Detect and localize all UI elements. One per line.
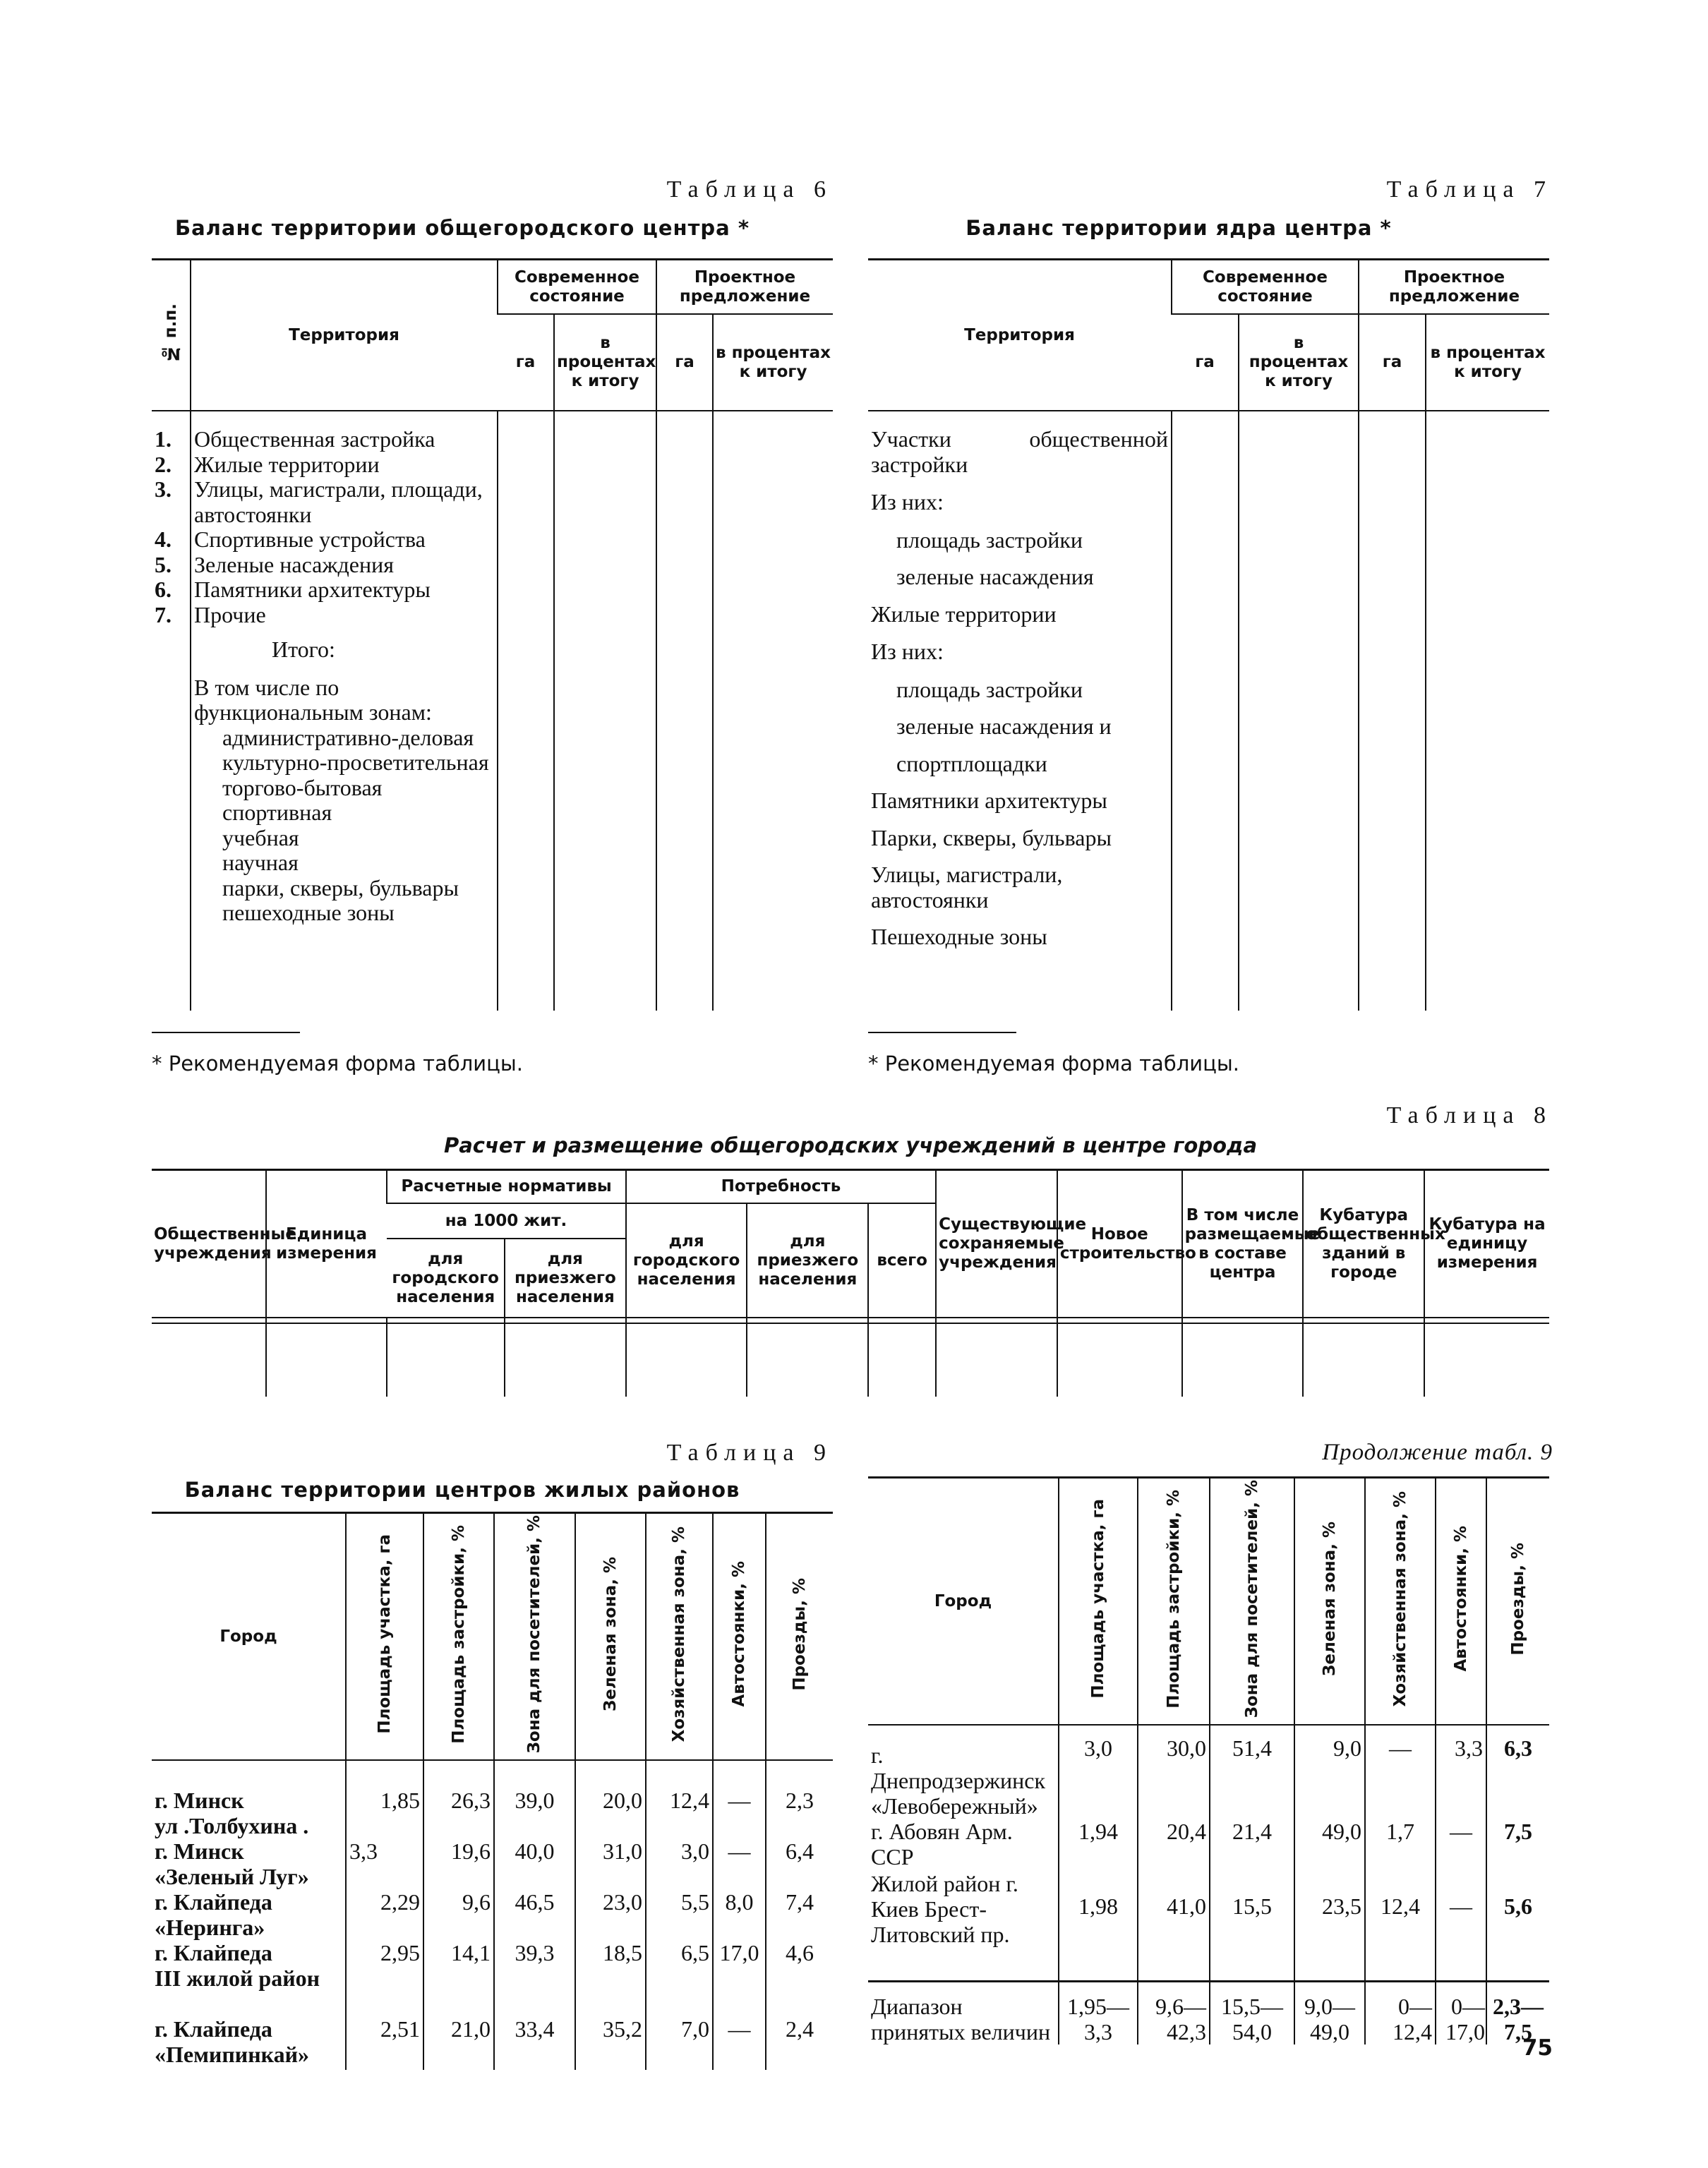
table7-row: Парки, скверы, бульвары <box>871 824 1112 850</box>
table7-territory-cell <box>868 411 1172 1011</box>
table-row <box>868 1981 1549 2044</box>
table9-cont-value-cell: 9,0 <box>1294 1725 1365 1819</box>
table6-empty-cell <box>498 411 554 1011</box>
table8-norm-visit-header: для приезжего населения <box>505 1239 626 1318</box>
table7-empty-cell <box>1239 411 1359 1011</box>
table9-area-header: Площадь участка, га <box>346 1514 423 1760</box>
table7-pct-header: в процентах к итогу <box>1426 314 1549 411</box>
table9-value-cell: 2,3 <box>766 1760 833 1838</box>
table9-drives-header: Проезды, % <box>766 1514 833 1760</box>
table9-city-cell: г. Клайпеда III жилой район <box>155 1940 320 1992</box>
table9-value-cell: 26,3 <box>423 1760 494 1838</box>
table9-value-cell: 2,95 <box>346 1940 423 2016</box>
table9-cont-drives-header: Проезды, % <box>1486 1479 1549 1725</box>
table9-cont-value-cell: 6,3 <box>1486 1725 1549 1819</box>
table7-pct-header: в процентах к итогу <box>1239 314 1359 411</box>
table9-value-cell: 9,6 <box>423 1889 494 1940</box>
table9-value-cell: 19,6 <box>423 1838 494 1889</box>
table6-ha-header: га <box>656 314 713 411</box>
table9-cont-value-cell: 20,4 <box>1138 1819 1210 1871</box>
table9-value-cell: 39,0 <box>494 1760 575 1838</box>
table9-cont-range-cell: 15,5— 54,0 <box>1210 1981 1294 2044</box>
table9-parking-header: Автостоянки, % <box>713 1514 766 1760</box>
table6-pct-header: в процентах к итогу <box>713 314 833 411</box>
table9-cont-area-header: Площадь участка, га <box>1059 1479 1138 1725</box>
table6-empty-cell <box>554 411 656 1011</box>
table8-title: Расчет и размещение общегородских учреждений в центре города <box>443 1133 1258 1157</box>
table9-city-cell: г. Клайпеда «Пемипинкай» <box>155 2016 310 2068</box>
table8-need-city-header: для городского населения <box>626 1203 747 1318</box>
table9-cont-value-cell: 21,4 <box>1210 1819 1294 1871</box>
table9-value-cell: 23,0 <box>575 1889 646 1940</box>
table9-cont-value-cell: 1,98 <box>1059 1871 1138 1981</box>
table9-value-cell: 2,29 <box>346 1889 423 1940</box>
table6-empty-cell <box>713 411 833 1011</box>
table9-city-cell: г. Минск ул .Толбухина . <box>155 1788 309 1839</box>
table9-value-cell: 21,0 <box>423 2016 494 2070</box>
table9-value-cell: 1,85 <box>346 1760 423 1838</box>
table9-cont-value-cell: 51,4 <box>1210 1725 1294 1819</box>
table6-territory-header: Территория <box>191 260 498 411</box>
table8-empty-cell <box>1424 1318 1549 1397</box>
table6-empty-cell <box>656 411 713 1011</box>
table9-caption: Таблица 9 <box>666 1440 833 1466</box>
page-number: 75 <box>1522 2035 1553 2061</box>
table9-value-cell: 18,5 <box>575 1940 646 2016</box>
table7-row: спортплощадки <box>896 750 1047 776</box>
table7-footnote: * Рекомендуемая форма таблицы. <box>868 1052 1239 1076</box>
table9-cont-value-cell: 30,0 <box>1138 1725 1210 1819</box>
table7-empty-cell <box>1426 411 1549 1011</box>
table9-cont-value-cell: 1,94 <box>1059 1819 1138 1871</box>
table9-value-cell: 5,5 <box>646 1889 713 1940</box>
table7-row: Улицы, магистрали, автостоянки <box>871 862 1063 913</box>
table9-cont-range-cell: 9,6— 42,3 <box>1138 1981 1210 2044</box>
table9-value-cell: 33,4 <box>494 2016 575 2070</box>
table6-footnote: * Рекомендуемая форма таблицы. <box>152 1052 523 1076</box>
table8-institutions-header: Общественные учреждения <box>152 1171 266 1318</box>
table7-footnote-rule <box>868 1032 1016 1033</box>
table9-city-cell: г. Клайпеда «Неринга» <box>155 1889 272 1941</box>
table9-value-cell: 8,0 <box>713 1889 766 1940</box>
table7-row: Памятники архитектуры <box>871 788 1107 813</box>
table8-empty-cell <box>1057 1318 1182 1397</box>
table6-project-header: Проектное предложение <box>656 260 833 314</box>
table9-cont-caption: Продолжение табл. 9 <box>1322 1440 1553 1465</box>
table9-cont-value-cell: — <box>1365 1725 1436 1819</box>
table6-zones: административно-деловая культурно-просветительная торгово-бытовая спортивная учебная научная парки, скверы, бульвары пешеходные зоны <box>222 724 489 925</box>
table8-norm-city-header: для городского населения <box>387 1239 505 1318</box>
table8-header-rule <box>152 1323 1549 1324</box>
table8-volume-unit-header: Кубатура на единицу измерения <box>1424 1171 1549 1318</box>
table7-row: Участки общественной застройки <box>871 426 1168 477</box>
table9-cont-value-cell: 1,7 <box>1365 1819 1436 1871</box>
table6-num-header: № п.п. <box>152 260 191 411</box>
table7-empty-cell <box>1172 411 1239 1011</box>
table7 <box>868 260 1549 1011</box>
table9-cont-city-header: Город <box>868 1479 1059 1725</box>
table9-value-cell: 12,4 <box>646 1760 713 1838</box>
table9-cont-value-cell: 7,5 <box>1486 1819 1549 1871</box>
table9-cont-green-header: Зеленая зона, % <box>1294 1479 1365 1725</box>
table9 <box>152 1514 833 2070</box>
table8-new-header: Новое строительство <box>1057 1171 1182 1318</box>
table9-cont-parking-header: Автостоянки, % <box>1436 1479 1486 1725</box>
table7-current-header: Современное состояние <box>1172 260 1359 314</box>
table9-value-cell: 6,5 <box>646 1940 713 2016</box>
table6-row-numbers: 1. 2. 3. 4. 5. 6. 7. <box>155 426 172 627</box>
table6-pct-header: в процентах к итогу <box>554 314 656 411</box>
table-row <box>152 1760 833 1838</box>
table9-cont-city-cell: г. Абовян Арм. ССР <box>871 1819 1013 1870</box>
table6-footnote-rule <box>152 1032 300 1033</box>
table9-cont-value-cell: 15,5 <box>1210 1871 1294 1981</box>
table7-territory-header: Территория <box>868 260 1172 411</box>
table9-cont-range-cell: 1,95— 3,3 <box>1059 1981 1138 2044</box>
table8-need-header: Потребность <box>626 1171 936 1203</box>
table9-cont-city-cell: г. Днепродзержинск «Левобережный» <box>871 1742 1045 1819</box>
table9-title: Баланс территории центров жилых районов <box>184 1478 740 1502</box>
table7-ha-header: га <box>1359 314 1426 411</box>
table9-value-cell: 46,5 <box>494 1889 575 1940</box>
table8-empty-cell <box>747 1318 868 1397</box>
table8-empty-cell <box>152 1318 266 1397</box>
table9-value-cell: 17,0 <box>713 1940 766 2016</box>
table7-ha-header: га <box>1172 314 1239 411</box>
table9-value-cell: 7,0 <box>646 2016 713 2070</box>
table9-cont-built-header: Площадь застройки, % <box>1138 1479 1210 1725</box>
table8-empty-cell <box>266 1318 387 1397</box>
table7-row: зеленые насаждения <box>896 564 1094 589</box>
table6-total: Итого: <box>272 637 335 662</box>
table9-cont <box>868 1479 1549 2044</box>
table9-cont-value-cell: 12,4 <box>1365 1871 1436 1981</box>
table9-built-header: Площадь застройки, % <box>423 1514 494 1760</box>
table9-value-cell: 14,1 <box>423 1940 494 2016</box>
table9-cont-range-cell: 2,3— 7,5 <box>1486 1981 1549 2044</box>
table8-empty-cell <box>868 1318 936 1397</box>
table9-value-cell: 35,2 <box>575 2016 646 2070</box>
table8-total-header: всего <box>868 1203 936 1318</box>
table8-need-visit-header: для приезжего населения <box>747 1203 868 1318</box>
table9-value-cell: 4,6 <box>766 1940 833 2016</box>
table7-row: Из них: <box>871 639 944 664</box>
table-row <box>868 1819 1549 1871</box>
table6-caption: Таблица 6 <box>666 176 833 203</box>
table-row <box>152 1940 833 2016</box>
table6-territory-cell <box>191 411 498 1011</box>
table9-cont-value-cell: 3,3 <box>1436 1725 1486 1819</box>
table9-cont-value-cell: 3,0 <box>1059 1725 1138 1819</box>
table9-cont-range-cell: 0— 12,4 <box>1365 1981 1436 2044</box>
table9-cont-value-cell: 23,5 <box>1294 1871 1365 1981</box>
table7-project-header: Проектное предложение <box>1359 260 1549 314</box>
table9-value-cell: 39,3 <box>494 1940 575 2016</box>
table7-row: площадь застройки <box>896 526 1083 553</box>
table8-unit-header: Единица измерения <box>266 1171 387 1318</box>
table9-value-cell: 20,0 <box>575 1760 646 1838</box>
table7-caption: Таблица 7 <box>1386 176 1553 203</box>
table7-row: Из них: <box>871 489 944 514</box>
table7-empty-cell <box>1359 411 1426 1011</box>
table9-value-cell: — <box>713 2016 766 2070</box>
table9-cont-range-cell: 9,0— 49,0 <box>1294 1981 1365 2044</box>
table-row <box>152 2016 833 2070</box>
table7-row: Пешеходные зоны <box>871 924 1047 949</box>
table9-value-cell: — <box>713 1760 766 1838</box>
table8-caption: Таблица 8 <box>1386 1102 1553 1128</box>
table8-empty-cell <box>1182 1318 1304 1397</box>
table8-per1000-header: на 1000 жит. <box>387 1203 625 1239</box>
table9-visitors-header: Зона для посетителей, % <box>494 1514 575 1760</box>
table8-existing-header: Существующие сохраняемые учреждения <box>936 1171 1057 1318</box>
table9-utility-header: Хозяйственная зона, % <box>646 1514 713 1760</box>
table7-header-rule <box>868 410 1549 411</box>
table6-zones-intro: В том числе по функциональным зонам: <box>194 674 432 725</box>
table9-value-cell: 6,4 <box>766 1838 833 1889</box>
table9-value-cell: 3,3 <box>346 1838 423 1889</box>
table8-empty-cell <box>505 1318 626 1397</box>
table9-cont-value-cell: 49,0 <box>1294 1819 1365 1871</box>
table9-value-cell: 7,4 <box>766 1889 833 1940</box>
table9-cont-visitors-header: Зона для посетителей, % <box>1210 1479 1294 1725</box>
table8-in-center-header: В том числе размещаемые в составе центра <box>1182 1171 1304 1318</box>
table8-empty-cell <box>936 1318 1057 1397</box>
table9-city-header: Город <box>152 1514 346 1760</box>
table6-current-header: Современное состояние <box>498 260 656 314</box>
table8-volume-city-header: Кубатура общественных зданий в городе <box>1303 1171 1424 1318</box>
table9-green-header: Зеленая зона, % <box>575 1514 646 1760</box>
table6 <box>152 260 833 1011</box>
table9-cont-value-cell: — <box>1436 1819 1486 1871</box>
table9-cont-value-cell: 41,0 <box>1138 1871 1210 1981</box>
table7-row: площадь застройки <box>896 676 1083 702</box>
table-row <box>868 1871 1549 1981</box>
table-row <box>868 1725 1549 1819</box>
table9-cont-range-cell: 0— 17,0 <box>1436 1981 1486 2044</box>
table9-value-cell: 40,0 <box>494 1838 575 1889</box>
table9-value-cell: — <box>713 1838 766 1889</box>
table6-header-rule <box>152 410 833 411</box>
table8 <box>152 1171 1549 1397</box>
table8-empty-cell <box>387 1318 505 1397</box>
table-row <box>152 1889 833 1940</box>
table9-cont-value-cell: 5,6 <box>1486 1871 1549 1981</box>
table9-value-cell: 31,0 <box>575 1838 646 1889</box>
table9-value-cell: 2,51 <box>346 2016 423 2070</box>
table9-cont-range-label: Диапазон принятых величин <box>871 1993 1051 2044</box>
table9-cont-utility-header: Хозяйственная зона, % <box>1365 1479 1436 1725</box>
table-row <box>152 1838 833 1889</box>
table9-value-cell: 2,4 <box>766 2016 833 2070</box>
table7-row: Жилые территории <box>871 601 1057 627</box>
table9-cont-value-cell: — <box>1436 1871 1486 1981</box>
table6-ha-header: га <box>498 314 554 411</box>
table8-empty-cell <box>626 1318 747 1397</box>
table9-value-cell: 3,0 <box>646 1838 713 1889</box>
table8-empty-cell <box>1303 1318 1424 1397</box>
table8-norms-header: Расчетные нормативы <box>387 1171 625 1203</box>
table9-city-cell: г. Минск «Зеленый Луг» <box>155 1838 309 1890</box>
table7-title: Баланс территории ядра центра * <box>966 216 1392 240</box>
table7-row: зеленые насаждения и <box>896 713 1112 739</box>
table6-items: Общественная застройка Жилые территории Улицы, магистрали, площади, автостоянки Спортивные устройства Зеленые насаждения Памятники архитектуры Прочие <box>194 426 483 627</box>
table6-title: Баланс территории общегородского центра * <box>175 216 750 240</box>
table9-cont-city-cell: Жилой район г. Киев Брест-Литовский пр. <box>871 1871 1018 1948</box>
